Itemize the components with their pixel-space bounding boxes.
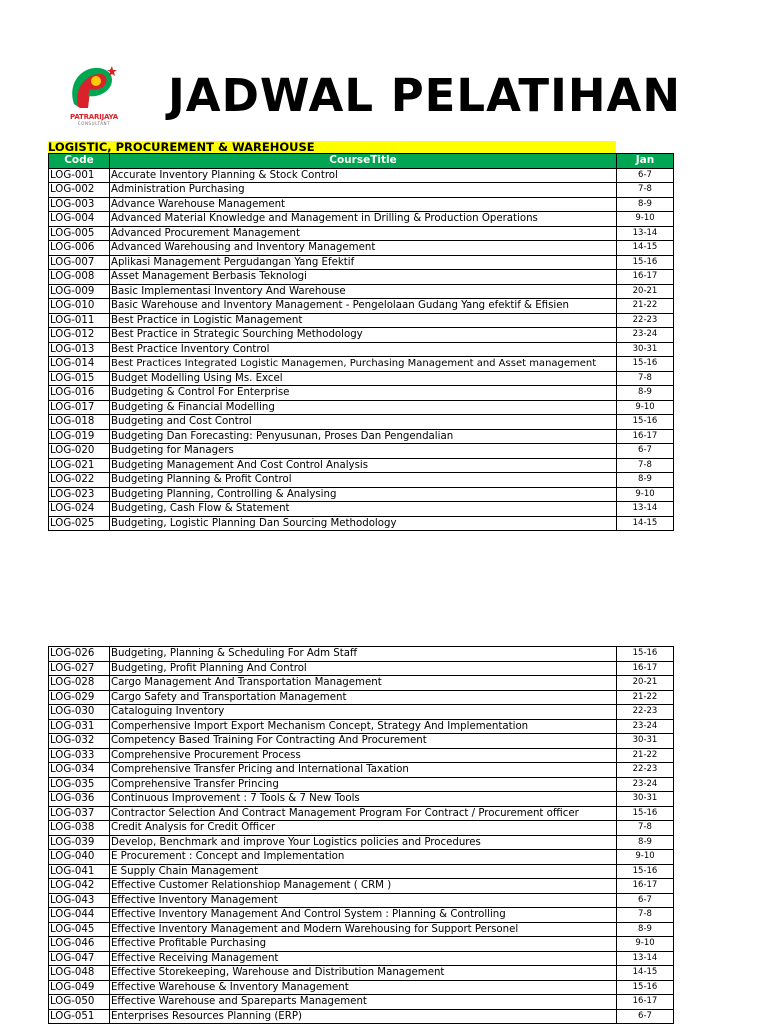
course-code-cell: LOG-005 [49, 226, 110, 241]
table-row [49, 835, 674, 850]
column-header-month: Jan [617, 154, 674, 169]
table-row [49, 661, 674, 676]
table-row [49, 284, 674, 299]
course-code-cell: LOG-044 [49, 908, 110, 923]
table-row [49, 444, 674, 459]
course-title-cell: Administration Purchasing [110, 183, 617, 198]
course-code-cell: LOG-013 [49, 342, 110, 357]
schedule-date-cell: 9-10 [617, 212, 674, 227]
course-title-cell: Budgeting, Logistic Planning Dan Sourcing Methodology [110, 516, 617, 531]
course-title-cell: Advance Warehouse Management [110, 197, 617, 212]
schedule-date-cell: 15-16 [617, 806, 674, 821]
course-title-cell: Effective Inventory Management and Modern Warehousing for Support Personel [110, 922, 617, 937]
course-title-cell: Effective Warehouse and Spareparts Management [110, 995, 617, 1010]
schedule-date-cell: 7-8 [617, 183, 674, 198]
course-code-cell: LOG-032 [49, 734, 110, 749]
course-title-cell: Asset Management Berbasis Teknologi [110, 270, 617, 285]
table-row [49, 922, 674, 937]
course-title-cell: Continuous Improvement : 7 Tools & 7 New Tools [110, 792, 617, 807]
schedule-date-cell: 9-10 [617, 850, 674, 865]
course-title-cell: Budgeting, Profit Planning And Control [110, 661, 617, 676]
table-row [49, 850, 674, 865]
course-code-cell: LOG-024 [49, 502, 110, 517]
table-row [49, 197, 674, 212]
schedule-date-cell: 7-8 [617, 458, 674, 473]
schedule-date-cell: 13-14 [617, 226, 674, 241]
table-row [49, 516, 674, 531]
schedule-date-cell: 21-22 [617, 690, 674, 705]
schedule-date-cell: 9-10 [617, 400, 674, 415]
schedule-date-cell: 16-17 [617, 879, 674, 894]
schedule-date-cell: 7-8 [617, 821, 674, 836]
course-title-cell: Best Practice Inventory Control [110, 342, 617, 357]
course-title-cell: Credit Analysis for Credit Officer [110, 821, 617, 836]
schedule-date-cell: 30-31 [617, 342, 674, 357]
course-code-cell: LOG-045 [49, 922, 110, 937]
course-code-cell: LOG-037 [49, 806, 110, 821]
table-row [49, 183, 674, 198]
column-header-code: Code [49, 154, 110, 169]
course-title-cell: Budgeting Management And Cost Control Analysis [110, 458, 617, 473]
course-code-cell: LOG-017 [49, 400, 110, 415]
course-title-cell: Effective Inventory Management And Control System : Planning & Controlling [110, 908, 617, 923]
course-code-cell: LOG-047 [49, 951, 110, 966]
schedule-date-cell: 7-8 [617, 908, 674, 923]
course-title-cell: Budgeting & Control For Enterprise [110, 386, 617, 401]
course-title-cell: E Procurement : Concept and Implementation [110, 850, 617, 865]
table-row [49, 951, 674, 966]
course-title-cell: E Supply Chain Management [110, 864, 617, 879]
course-title-cell: Best Practices Integrated Logistic Managemen, Purchasing Management and Asset management [110, 357, 617, 372]
table-row [49, 719, 674, 734]
table-row [49, 299, 674, 314]
table-header-row [49, 154, 674, 169]
course-title-cell: Cargo Safety and Transportation Management [110, 690, 617, 705]
table-row [49, 328, 674, 343]
course-title-cell: Comprehensive Procurement Process [110, 748, 617, 763]
table-row [49, 864, 674, 879]
table-row [49, 458, 674, 473]
course-code-cell: LOG-043 [49, 893, 110, 908]
logo-subtitle: CONSULTANT [77, 121, 111, 126]
schedule-date-cell: 23-24 [617, 328, 674, 343]
course-title-cell: Budgeting Planning & Profit Control [110, 473, 617, 488]
schedule-date-cell: 13-14 [617, 502, 674, 517]
course-code-cell: LOG-040 [49, 850, 110, 865]
page-title: JADWAL PELATIHAN [168, 69, 682, 122]
course-code-cell: LOG-035 [49, 777, 110, 792]
course-title-cell: Best Practice in Strategic Sourching Methodology [110, 328, 617, 343]
course-title-cell: Effective Customer Relationshiop Management ( CRM ) [110, 879, 617, 894]
schedule-date-cell: 16-17 [617, 661, 674, 676]
table-row [49, 226, 674, 241]
schedule-date-cell: 16-17 [617, 429, 674, 444]
schedule-date-cell: 30-31 [617, 792, 674, 807]
course-title-cell: Budgeting Dan Forecasting: Penyusunan, Proses Dan Pengendalian [110, 429, 617, 444]
company-logo [66, 64, 122, 126]
course-code-cell: LOG-023 [49, 487, 110, 502]
course-code-cell: LOG-033 [49, 748, 110, 763]
schedule-date-cell: 20-21 [617, 284, 674, 299]
course-code-cell: LOG-008 [49, 270, 110, 285]
course-title-cell: Cargo Management And Transportation Management [110, 676, 617, 691]
course-code-cell: LOG-007 [49, 255, 110, 270]
course-title-cell: Basic Warehouse and Inventory Management - Pengelolaan Gudang Yang efektif & Efisien [110, 299, 617, 314]
course-title-cell: Enterprises Resources Planning (ERP) [110, 1009, 617, 1024]
schedule-date-cell: 7-8 [617, 371, 674, 386]
table-row [49, 676, 674, 691]
course-title-cell: Aplikasi Management Pergudangan Yang Efektif [110, 255, 617, 270]
course-code-cell: LOG-018 [49, 415, 110, 430]
course-code-cell: LOG-012 [49, 328, 110, 343]
course-code-cell: LOG-001 [49, 168, 110, 183]
course-code-cell: LOG-022 [49, 473, 110, 488]
course-title-cell: Budgeting, Planning & Scheduling For Adm Staff [110, 647, 617, 662]
course-schedule-table [48, 153, 674, 531]
column-header-course-title: CourseTitle [110, 154, 617, 169]
schedule-date-cell: 13-14 [617, 951, 674, 966]
course-code-cell: LOG-046 [49, 937, 110, 952]
course-title-cell: Effective Receiving Management [110, 951, 617, 966]
schedule-date-cell: 15-16 [617, 864, 674, 879]
table-row [49, 763, 674, 778]
table-row [49, 908, 674, 923]
course-code-cell: LOG-041 [49, 864, 110, 879]
schedule-date-cell: 15-16 [617, 415, 674, 430]
schedule-date-cell: 14-15 [617, 966, 674, 981]
course-title-cell: Budgeting Planning, Controlling & Analysing [110, 487, 617, 502]
course-code-cell: LOG-039 [49, 835, 110, 850]
schedule-date-cell: 23-24 [617, 777, 674, 792]
table-row [49, 1009, 674, 1024]
schedule-date-cell: 20-21 [617, 676, 674, 691]
course-code-cell: LOG-003 [49, 197, 110, 212]
course-code-cell: LOG-021 [49, 458, 110, 473]
table-row [49, 400, 674, 415]
course-code-cell: LOG-004 [49, 212, 110, 227]
course-code-cell: LOG-027 [49, 661, 110, 676]
table-row [49, 777, 674, 792]
table-row [49, 313, 674, 328]
course-title-cell: Accurate Inventory Planning & Stock Control [110, 168, 617, 183]
course-title-cell: Effective Profitable Purchasing [110, 937, 617, 952]
course-code-cell: LOG-030 [49, 705, 110, 720]
course-code-cell: LOG-050 [49, 995, 110, 1010]
table-row [49, 734, 674, 749]
course-code-cell: LOG-011 [49, 313, 110, 328]
course-title-cell: Best Practice in Logistic Management [110, 313, 617, 328]
logo-name: PATRARIJAYA [70, 113, 118, 121]
schedule-date-cell: 22-23 [617, 705, 674, 720]
schedule-date-cell: 16-17 [617, 270, 674, 285]
course-code-cell: LOG-006 [49, 241, 110, 256]
schedule-date-cell: 6-7 [617, 893, 674, 908]
course-title-cell: Budget Modelling Using Ms. Excel [110, 371, 617, 386]
schedule-date-cell: 14-15 [617, 241, 674, 256]
table-row [49, 357, 674, 372]
table-row [49, 473, 674, 488]
table-row [49, 690, 674, 705]
course-code-cell: LOG-025 [49, 516, 110, 531]
course-code-cell: LOG-020 [49, 444, 110, 459]
table-row [49, 792, 674, 807]
schedule-date-cell: 15-16 [617, 647, 674, 662]
course-title-cell: Advanced Warehousing and Inventory Management [110, 241, 617, 256]
schedule-date-cell: 15-16 [617, 980, 674, 995]
course-code-cell: LOG-026 [49, 647, 110, 662]
table-row [49, 995, 674, 1010]
table-row [49, 415, 674, 430]
table-row [49, 748, 674, 763]
schedule-date-cell: 9-10 [617, 937, 674, 952]
course-title-cell: Budgeting and Cost Control [110, 415, 617, 430]
schedule-date-cell: 6-7 [617, 168, 674, 183]
table-row [49, 821, 674, 836]
schedule-date-cell: 30-31 [617, 734, 674, 749]
course-code-cell: LOG-016 [49, 386, 110, 401]
course-title-cell: Comperhensive Import Export Mechanism Concept, Strategy And Implementation [110, 719, 617, 734]
course-code-cell: LOG-028 [49, 676, 110, 691]
course-title-cell: Effective Warehouse & Inventory Management [110, 980, 617, 995]
schedule-date-cell: 9-10 [617, 487, 674, 502]
table-row [49, 502, 674, 517]
table-row [49, 371, 674, 386]
course-code-cell: LOG-048 [49, 966, 110, 981]
table-row [49, 241, 674, 256]
course-code-cell: LOG-031 [49, 719, 110, 734]
course-title-cell: Comprehensive Transfer Pricing and International Taxation [110, 763, 617, 778]
course-code-cell: LOG-051 [49, 1009, 110, 1024]
schedule-date-cell: 15-16 [617, 357, 674, 372]
table-row [49, 255, 674, 270]
schedule-date-cell: 14-15 [617, 516, 674, 531]
table-row [49, 212, 674, 227]
schedule-date-cell: 23-24 [617, 719, 674, 734]
schedule-date-cell: 15-16 [617, 255, 674, 270]
course-title-cell: Contractor Selection And Contract Management Program For Contract / Procurement officer [110, 806, 617, 821]
course-code-cell: LOG-019 [49, 429, 110, 444]
table-row [49, 893, 674, 908]
table-row [49, 647, 674, 662]
schedule-date-cell: 21-22 [617, 299, 674, 314]
course-schedule-table-continued [48, 646, 674, 1024]
table-row [49, 429, 674, 444]
table-row [49, 879, 674, 894]
course-code-cell: LOG-049 [49, 980, 110, 995]
logo-mark-icon [66, 64, 122, 114]
course-title-cell: Advanced Procurement Management [110, 226, 617, 241]
course-title-cell: Basic Implementasi Inventory And Warehouse [110, 284, 617, 299]
schedule-date-cell: 8-9 [617, 835, 674, 850]
schedule-date-cell: 8-9 [617, 386, 674, 401]
course-code-cell: LOG-034 [49, 763, 110, 778]
table-row [49, 487, 674, 502]
course-code-cell: LOG-029 [49, 690, 110, 705]
category-heading: LOGISTIC, PROCUREMENT & WAREHOUSE [48, 141, 616, 153]
course-code-cell: LOG-002 [49, 183, 110, 198]
course-title-cell: Budgeting for Managers [110, 444, 617, 459]
course-title-cell: Comprehensive Transfer Princing [110, 777, 617, 792]
course-code-cell: LOG-038 [49, 821, 110, 836]
course-code-cell: LOG-010 [49, 299, 110, 314]
table-row [49, 966, 674, 981]
course-title-cell: Competency Based Training For Contracting And Procurement [110, 734, 617, 749]
table-row [49, 168, 674, 183]
course-title-cell: Effective Storekeeping, Warehouse and Distribution Management [110, 966, 617, 981]
table-row [49, 386, 674, 401]
course-code-cell: LOG-009 [49, 284, 110, 299]
schedule-date-cell: 16-17 [617, 995, 674, 1010]
schedule-date-cell: 6-7 [617, 1009, 674, 1024]
schedule-date-cell: 21-22 [617, 748, 674, 763]
course-title-cell: Effective Inventory Management [110, 893, 617, 908]
course-code-cell: LOG-042 [49, 879, 110, 894]
course-title-cell: Advanced Material Knowledge and Management in Drilling & Production Operations [110, 212, 617, 227]
course-title-cell: Budgeting & Financial Modelling [110, 400, 617, 415]
schedule-date-cell: 6-7 [617, 444, 674, 459]
course-title-cell: Develop, Benchmark and improve Your Logistics policies and Procedures [110, 835, 617, 850]
course-code-cell: LOG-036 [49, 792, 110, 807]
schedule-date-cell: 8-9 [617, 922, 674, 937]
table-row [49, 980, 674, 995]
course-title-cell: Cataloguing Inventory [110, 705, 617, 720]
table-row [49, 705, 674, 720]
table-row [49, 342, 674, 357]
schedule-date-cell: 8-9 [617, 197, 674, 212]
schedule-date-cell: 8-9 [617, 473, 674, 488]
schedule-date-cell: 22-23 [617, 313, 674, 328]
table-row [49, 806, 674, 821]
table-row [49, 937, 674, 952]
schedule-date-cell: 22-23 [617, 763, 674, 778]
course-code-cell: LOG-015 [49, 371, 110, 386]
course-title-cell: Budgeting, Cash Flow & Statement [110, 502, 617, 517]
table-row [49, 270, 674, 285]
course-code-cell: LOG-014 [49, 357, 110, 372]
